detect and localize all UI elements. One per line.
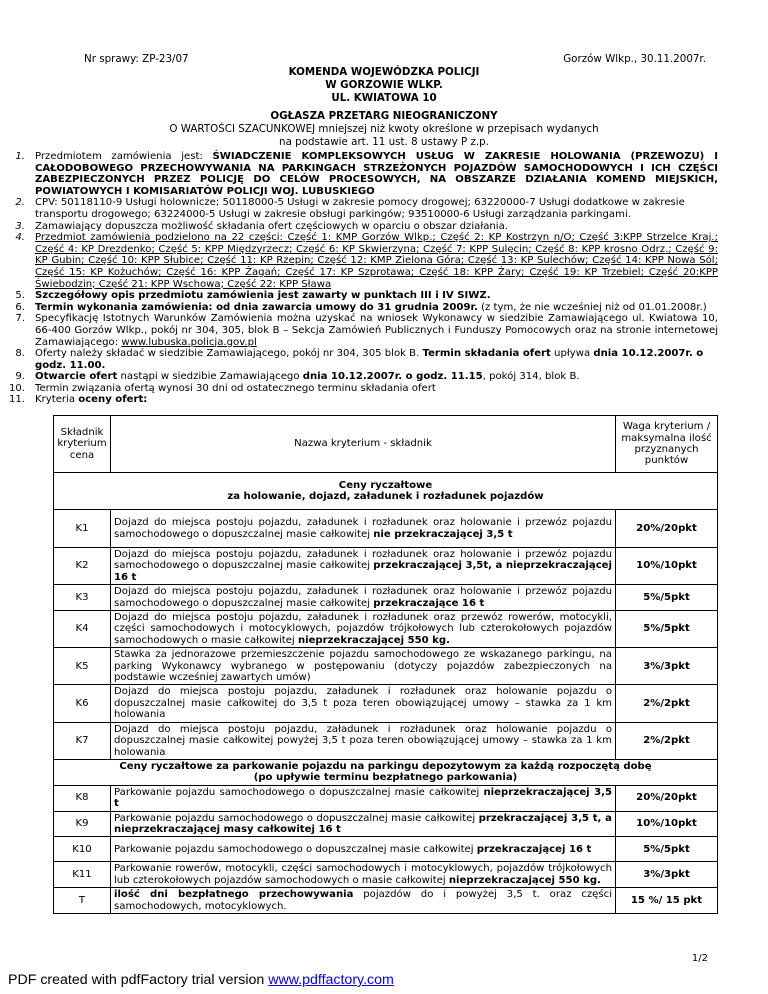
row-code: K4: [54, 611, 111, 648]
row-bold-text: ilość dni bezpłatnego przechowywania: [114, 889, 354, 901]
list-item: [8, 197, 718, 220]
table-row: [54, 648, 718, 685]
table-row: [54, 811, 718, 837]
list-number: 7.: [15, 313, 25, 325]
section-heading-parking: [54, 759, 718, 785]
section-heading-line: Ceny ryczałtowe: [338, 479, 433, 491]
item-bold-text: dnia 10.12.2007r. o godz. 11.00.: [35, 348, 704, 371]
list-number: 6.: [15, 301, 25, 313]
section-heading-line: (po upływie terminu bezpłatnego parkowania): [253, 772, 518, 784]
item-text: Przedmiotem zamówienia jest:: [35, 151, 213, 162]
section-row: [54, 473, 718, 510]
row-code: K10: [54, 837, 111, 862]
table-row: [54, 722, 718, 759]
table-row: [54, 685, 718, 722]
item-text: CPV: 50118110-9 Usługi holownicze; 50118000-5 Usługi w zakresie pomocy drogowej; 63220000-7 Usługi dodatkowe w zakresie transportu drogowego; 63224000-5 Usługi w zakresie obsługi parkingów; 93510000-6 Usługi zarządzania parkingami.: [35, 197, 685, 220]
list-item: [8, 221, 718, 233]
table-row: [54, 585, 718, 611]
row-weight: 5%/5pkt: [616, 585, 718, 611]
item-text: Kryteria: [35, 394, 79, 406]
numbered-list: [8, 151, 718, 406]
table-row: [54, 862, 718, 888]
section-heading-line: za holowanie, dojazd, załadunek i rozładunek pojazdów: [227, 491, 544, 502]
row-bold-text: nieprzekraczającej 3,5 t: [114, 786, 613, 810]
row-weight: 3%/3pkt: [616, 862, 718, 888]
list-number: 11.: [8, 394, 25, 406]
table-row: [54, 837, 718, 862]
announcement-title: OGŁASZA PRZETARG NIEOGRANICZONY: [270, 110, 498, 122]
row-weight: 3%/3pkt: [616, 648, 718, 685]
item-text: Zamawiający dopuszcza możliwość składania ofert częściowych w oparciu o obszar działania.: [35, 220, 508, 232]
list-item: [8, 394, 718, 406]
list-item: [8, 371, 718, 383]
header-cell-name: Nazwa kryterium - składnik: [111, 416, 616, 473]
list-item: [8, 290, 718, 302]
list-item: [8, 151, 718, 197]
case-number: Nr sprawy: ZP-23/07: [84, 53, 189, 65]
table-row: [54, 510, 718, 548]
list-item: [8, 302, 718, 314]
item-text: Szczegółowy opis przedmiotu zamówienia jest zawarty w punktach III i IV SIWZ.: [35, 290, 491, 302]
row-text: Dojazd do miejsca postoju pojazdu, załadunek i rozładunek oraz holowanie i przewóz pojazdu samochodowego o dopuszczalnej masie całkowitej: [114, 586, 612, 609]
criteria-table: [53, 415, 718, 914]
table-header-row: [54, 416, 718, 473]
row-weight: 2%/2pkt: [616, 722, 718, 759]
item-text: Przedmiot zamówienia podzielono na 22 części: Część 1: KMP Gorzów Wlkp.; Część 2: KP Kostrzyn n/O; Część 3:KPP Strzelce Kraj.; Część 4: KP Drezdenko; Część 5: KPP Międzyrzecz; Część 6: KP Skwierzyna; Część 7: KPP Sulęcin; Część 8: KPP krosno Odrz.; Część 9: KP Gubin; Część 10: KPP Słubice; Część 11: KP Rzepin; Część 12: KMP Zielona Góra; Część 13: KP Sulechów; Część 14: KPP Nowa Sól; Część 15: KP Kożuchów; Część 16: KPP Żagań; Część 17: KP Szprotawa; Część 18: KPP Żary; Część 19: KP Trzebiel; Część 20:KPP Świebodzin; Część 21: KPP Wschowa; Część 22: KPP Sława: [35, 232, 718, 290]
list-number: 5.: [15, 290, 25, 302]
table-row: [54, 785, 718, 811]
row-weight: 20%/20pkt: [616, 785, 718, 811]
item-bold-text: Termin składania ofert: [422, 348, 551, 360]
item-text: nastąpi w siedzibie Zamawiającego: [117, 371, 303, 383]
pdffactory-link[interactable]: www.pdffactory.com: [268, 972, 394, 988]
row-text: Parkowanie pojazdu samochodowego o dopuszczalnej masie całkowitej: [114, 786, 484, 798]
list-number: 8.: [15, 348, 25, 360]
row-weight: 5%/5pkt: [616, 611, 718, 648]
org-line-2: W GORZOWIE WLKP.: [325, 79, 443, 91]
row-code: T: [54, 888, 111, 914]
row-code: K5: [54, 648, 111, 685]
list-number: 3.: [15, 220, 25, 232]
organization-block: [0, 66, 768, 105]
row-bold-text: przekraczającej 3,5t, a nieprzekraczającej 16 t: [114, 560, 612, 583]
item-text: upływa: [550, 348, 594, 360]
item-text: Specyfikację Istotnych Warunków Zamówienia można uzyskać na wniosek Wykonawcy w siedzibie Zamawiającego ul. Kwiatowa 10, 66-400 Gorzów Wlkp., pokój nr 304, 305, blok B – Sekcja Zamówień Publicznych i Funduszy Pomocowych oraz na stronie internetowej Zamawiającego:: [35, 313, 718, 348]
item-bold-text: dnia 10.12.2007r. o godz. 11.15: [302, 371, 483, 383]
announcement-line-2: na podstawie art. 11 ust. 8 ustawy P z.p.: [279, 136, 489, 148]
announcement-block: [0, 110, 768, 149]
table-row: [54, 888, 718, 914]
footer-text: PDF created with pdfFactory trial version: [8, 972, 269, 988]
row-bold-text: nie przekraczającej 3,5 t: [373, 528, 513, 540]
row-bold-text: przekraczające 16 t: [373, 597, 485, 609]
row-bold-text: nieprzekraczającej 550 kg.: [297, 634, 450, 646]
page-number: 1/2: [691, 953, 708, 964]
row-weight: 10%/10pkt: [616, 811, 718, 837]
org-line-1: KOMENDA WOJEWÓDZKA POLICJI: [288, 66, 480, 78]
item-bold-text: ŚWIADCZENIE KOMPLEKSOWYCH USŁUG W ZAKRESIE HOLOWANIA (PRZEWOZU) I CAŁODOBOWEGO PRZECHOWYWANIA NA PARKINGACH STRZEŻONYCH POJAZDÓW SAMOCHODOWYCH I ICH CZĘŚCI ZABEZPIECZONYCH PRZEZ POLICJĘ DO CELÓW PROCESOWYCH, NA OBSZARZE DZIAŁANIA KOMEND MIEJSKICH, POWIATOWYCH I KOMISARIATÓW POLICJI WOJ. LUBUSKIEGO: [35, 151, 718, 197]
row-bold-text: przekraczającej 3,5 t, a nieprzekraczającej masy całkowitej 16 t: [114, 812, 612, 835]
row-text: pojazdów do i powyżej 3,5 t. oraz części samochodowych, motocyklowych.: [114, 889, 612, 912]
row-text: Parkowanie pojazdu samochodowego o dopuszczalnej masie całkowitej: [114, 843, 477, 855]
row-weight: 20%/20pkt: [616, 510, 718, 548]
row-text: Dojazd do miejsca postoju pojazdu, załadunek i rozładunek oraz przewóz rowerów, motocykli, części samochodowych i motocyklowych, pojazdów trójkołowych lub czterokołowych pojazdów samochodowych o masie całkowitej: [114, 612, 612, 646]
list-item: [8, 313, 718, 348]
list-number: 10.: [8, 382, 25, 394]
website-link[interactable]: www.lubuska.policja.gov.pl: [121, 336, 257, 348]
table-row: [54, 548, 718, 585]
row-text: Dojazd do miejsca postoju pojazdu, załadunek i rozładunek oraz holowanie i przewóz pojazdu samochodowego o dopuszczalnej masie całkowitej: [114, 517, 612, 540]
place-date: Gorzów Wlkp., 30.11.2007r.: [563, 53, 706, 65]
list-number: 2.: [15, 197, 25, 209]
row-text: Parkowanie rowerów, motocykli, części samochodowych i motocyklowych, pojazdów trójkołowych lub czterokołowych pojazdów samochodowych o masie całkowitej: [114, 863, 612, 886]
org-line-3: UL. KWIATOWA 10: [331, 92, 437, 104]
item-text: Oferty należy składać w siedzibie Zamawiającego, pokój nr 304, 305 blok B.: [35, 348, 423, 360]
item-bold-text: Termin wykonania zamówienia: od dnia zawarcia umowy do 31 grudnia 2009r.: [35, 301, 478, 313]
row-bold-text: przekraczającej 16 t: [476, 843, 592, 855]
row-code: K11: [54, 862, 111, 888]
row-text: Dojazd do miejsca postoju pojazdu, załadunek i rozładunek oraz holowanie i przewóz pojazdu samochodowego o dopuszczalnej masie całkowitej: [114, 549, 612, 572]
list-item: [8, 383, 718, 395]
section-heading-line: Ceny ryczałtowe za parkowanie pojazdu na parkingu depozytowym za każdą rozpoczętą dobę: [119, 760, 652, 772]
section-heading-towing: [54, 473, 718, 510]
list-number: 9.: [15, 371, 25, 383]
list-item: [8, 232, 718, 290]
row-code: K2: [54, 548, 111, 585]
item-bold-text: oceny ofert:: [78, 394, 148, 406]
row-text: Dojazd do miejsca postoju pojazdu, załadunek i rozładunek oraz holowanie pojazdu o dopuszczalnej masie całkowitej powyżej 3,5 t poza teren obowiązującej umowy – stawka za 1 km holowania: [114, 723, 612, 758]
row-code: K3: [54, 585, 111, 611]
row-code: K9: [54, 811, 111, 837]
header-cell-component: Składnik kryterium cena: [54, 416, 111, 473]
list-item: [8, 348, 718, 371]
item-text: (z tym, że nie wcześniej niż od 01.01.2008r.): [477, 301, 707, 313]
list-number: 4.: [15, 232, 25, 244]
row-bold-text: nieprzekraczającej 550 kg.: [448, 874, 601, 886]
row-text: Dojazd do miejsca postoju pojazdu, załadunek i rozładunek oraz holowanie pojazdu o dopuszczalnej masie całkowitej do 3,5 t poza teren obowiązującej umowy – stawka za 1 km holowania: [114, 686, 612, 721]
row-weight: 15 %/ 15 pkt: [616, 888, 718, 914]
pdf-footer: [8, 972, 394, 988]
row-weight: 10%/10pkt: [616, 548, 718, 585]
row-code: K8: [54, 785, 111, 811]
row-text: Parkowanie pojazdu samochodowego o dopuszczalnej masie całkowitej: [114, 812, 479, 824]
header-cell-weight: Waga kryterium / maksymalna ilość przyznanych punktów: [616, 416, 718, 473]
row-text: Stawka za jednorazowe przemieszczenie pojazdu samochodowego ze wskazanego parkingu, na parking Wykonawcy wybranego w postępowaniu (dotyczy pojazdów zabezpieczonych na podstawie wcześniej zawartych umów): [114, 649, 612, 684]
item-text: , pokój 314, blok B.: [482, 371, 580, 383]
table-row: [54, 611, 718, 648]
item-text: Termin związania ofertą wynosi 30 dni od ostatecznego terminu składania ofert: [35, 382, 436, 394]
section-row: [54, 759, 718, 785]
announcement-line-1: O WARTOŚCI SZACUNKOWEJ mniejszej niż kwoty określone w przepisach wydanych: [169, 123, 599, 135]
item-bold-text: Otwarcie ofert: [35, 371, 118, 383]
row-weight: 2%/2pkt: [616, 685, 718, 722]
row-weight: 5%/5pkt: [616, 837, 718, 862]
row-code: K7: [54, 722, 111, 759]
row-code: K6: [54, 685, 111, 722]
row-code: K1: [54, 510, 111, 548]
list-number: 1.: [15, 151, 25, 162]
